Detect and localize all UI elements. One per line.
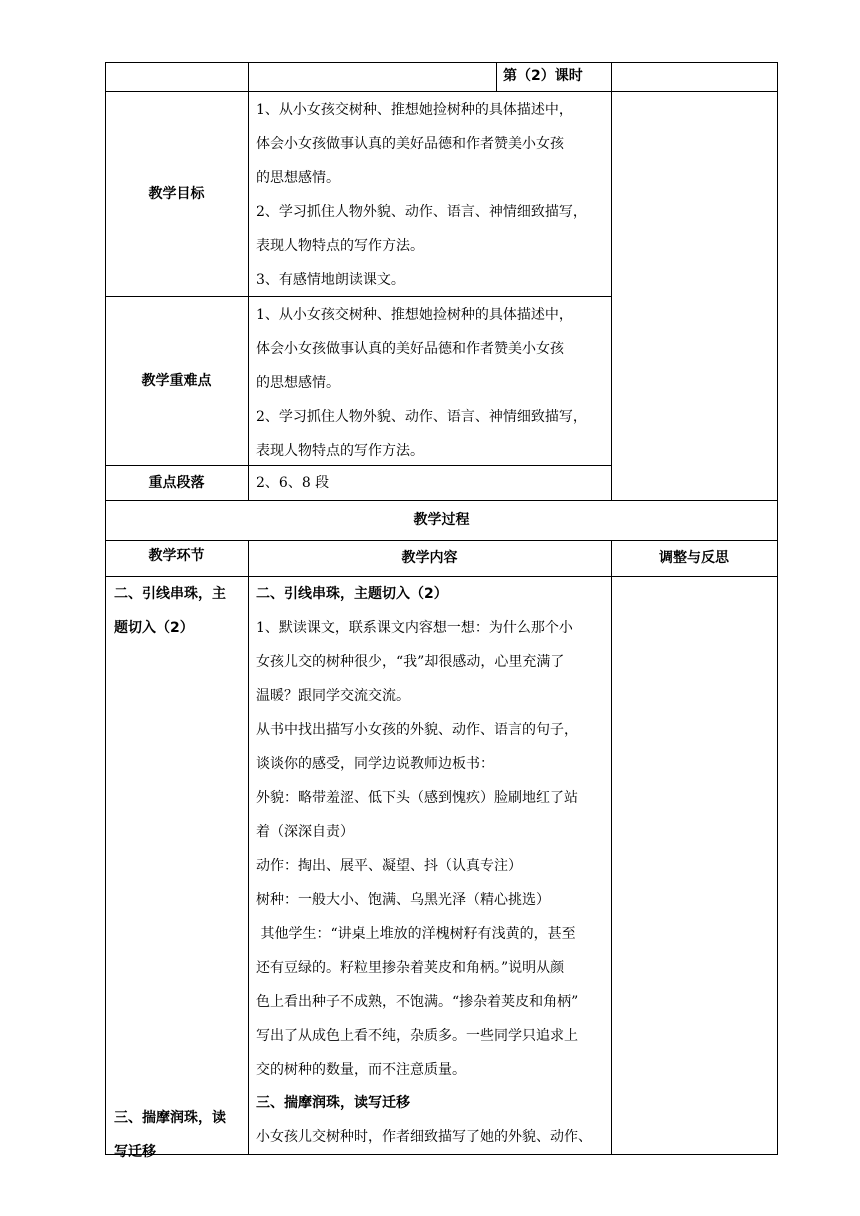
row-border — [105, 500, 778, 501]
content-line: 1、默读课文，联系课文内容想一想：为什么那个小 — [256, 620, 573, 636]
content-line: 写出了从成色上看不纯，杂质多。一些同学只追求上 — [256, 1028, 578, 1044]
key-points-line: 体会小女孩做事认真的美好品德和作者赞美小女孩 — [256, 341, 564, 357]
content-line: 谈谈你的感受，同学边说教师边板书： — [256, 756, 494, 772]
key-paragraphs-label: 重点段落 — [148, 475, 205, 491]
content-line: 从书中找出描写小女孩的外貌、动作、语言的句子， — [256, 722, 578, 738]
key-points-content — [256, 298, 587, 468]
col-border — [248, 62, 249, 501]
stage-2-line: 二、引线串珠，主 — [114, 586, 226, 602]
content-line: 着（深深自责） — [256, 824, 354, 840]
content-line: 动作：掏出、展平、凝望、抖（认真专注） — [256, 858, 522, 874]
objectives-line: 表现人物特点的写作方法。 — [256, 238, 424, 254]
stage-3-line: 写迁移 — [114, 1144, 156, 1160]
key-points-line: 2、学习抓住人物外貌、动作、语言、神情细致描写， — [256, 409, 587, 425]
key-points-line: 的思想感情。 — [256, 375, 340, 391]
objectives-content — [256, 93, 587, 297]
objectives-line: 3、有感情地朗读课文。 — [256, 272, 405, 288]
col-header-stage: 教学环节 — [148, 548, 205, 564]
stage-2 — [114, 577, 226, 645]
row-border — [105, 62, 778, 63]
stage-3 — [114, 1101, 226, 1169]
key-points-label: 教学重难点 — [141, 373, 212, 389]
col-border — [105, 62, 106, 1155]
objectives-line: 的思想感情。 — [256, 170, 340, 186]
key-points-line: 1、从小女孩交树种、推想她捡树种的具体描述中， — [256, 307, 573, 323]
row-border — [105, 91, 778, 92]
col-header-reflection: 调整与反思 — [659, 550, 729, 566]
lesson-number: 第（2）课时 — [503, 68, 583, 84]
content-heading-3: 三、揣摩润珠，读写迁移 — [256, 1095, 410, 1111]
col-header-content: 教学内容 — [401, 550, 458, 566]
content-heading-2: 二、引线串珠，主题切入（2） — [256, 586, 448, 602]
col-border — [611, 540, 612, 1155]
key-paragraphs-value: 2、6、8 段 — [256, 475, 330, 491]
content-body — [256, 611, 578, 1087]
objectives-line: 体会小女孩做事认真的美好品德和作者赞美小女孩 — [256, 136, 564, 152]
content-line: 交的树种的数量，而不注意质量。 — [256, 1062, 466, 1078]
key-points-line: 表现人物特点的写作方法。 — [256, 443, 424, 459]
stage-3-line: 三、揣摩润珠，读 — [114, 1110, 226, 1126]
objectives-line: 2、学习抓住人物外貌、动作、语言、神情细致描写， — [256, 204, 587, 220]
content-line: 其他学生：“讲桌上堆放的洋槐树籽有浅黄的，甚至 — [256, 926, 576, 942]
content-line: 色上看出种子不成熟，不饱满。“掺杂着荚皮和角柄” — [256, 994, 579, 1010]
content-line: 女孩儿交的树种很少，“我”却很感动，心里充满了 — [256, 654, 565, 670]
content-line: 还有豆绿的。籽粒里掺杂着荚皮和角柄。”说明从颜 — [256, 960, 565, 976]
process-title: 教学过程 — [413, 512, 470, 528]
col-border — [611, 62, 612, 501]
content-line: 树种：一般大小、饱满、乌黑光泽（精心挑选） — [256, 892, 550, 908]
col-border — [777, 62, 778, 1155]
col-border — [496, 62, 497, 92]
stage-2-line: 题切入（2） — [114, 620, 194, 636]
objectives-label: 教学目标 — [148, 186, 205, 202]
col-border — [248, 540, 249, 1155]
content-line: 外貌：略带羞涩、低下头（感到愧疚）脸刷地红了站 — [256, 790, 578, 806]
content-line: 小女孩儿交树种时，作者细致描写了她的外貌、动作、 — [256, 1129, 592, 1145]
objectives-line: 1、从小女孩交树种、推想她捡树种的具体描述中， — [256, 102, 573, 118]
content-line: 温暖？跟同学交流交流。 — [256, 688, 410, 704]
